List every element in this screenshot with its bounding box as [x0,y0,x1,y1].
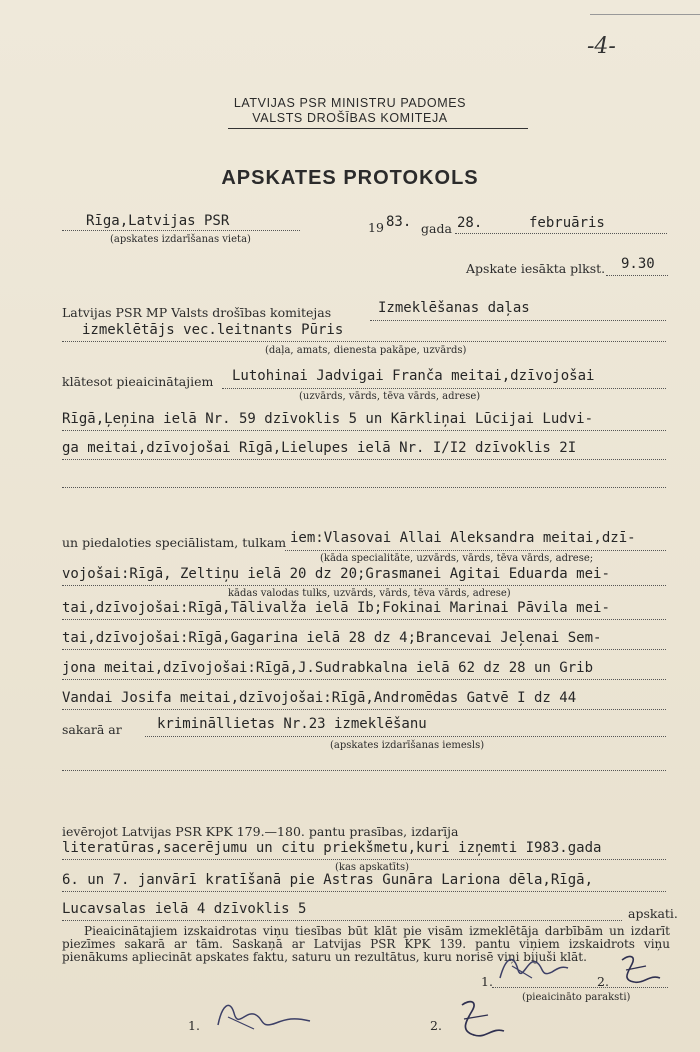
document-title: APSKATES PROTOKOLS [221,167,479,189]
witness-2-signature [612,950,672,990]
place-caption: (apskates izdarīšanas vieta) [110,234,251,245]
reason-label: sakarā ar [62,722,122,737]
specialists-line-4-rule [62,649,666,650]
specialists-line-5-rule [62,679,666,680]
rights-notice: Pieaicinātajiem izskaidrotas viņu tiesības būt klāt pie visām izmeklētāja darbībām un izdarīt piezīmes sakarā ar tām. Saskaņā ar Latvijas PSR KPK 139. pantu viņiem izskaidrots viņu pienākums apliecināt apskates faktu, saturu un rezultātus, kuru norisē viņi bijuši klāt. [62,924,670,964]
inspected-line-1-rule [62,859,666,860]
specialists-line-2: vojošai:Rīgā, Zeltiņu ielā 20 dz 20;Grasmanei Agitai Eduarda mei- [62,566,610,582]
specialists-line-4: tai,dzīvojošai:Rīgā,Gagarina ielā 28 dz 4;Brancevai Jeļenai Sem- [62,630,602,646]
bottom-sign-1-number: 1. [188,1018,200,1033]
place-line [62,230,300,231]
start-time-label: Apskate iesākta plkst. [466,261,606,276]
start-time-line [606,275,668,276]
month-value: februāris [529,215,605,231]
bottom-signature-1 [206,995,316,1040]
inspected-line-2-rule [62,891,666,892]
specialists-caption-1: (kāda specialitāte, uzvārds, vārds, tēva vārds, adrese; [320,553,594,564]
inspected-caption: (kas apskatīts) [335,862,410,873]
witnesses-line-3: ga meitai,dzīvojošai Rīgā,Lielupes ielā Nr. I/I2 dzīvoklis 2I [62,440,577,456]
witnesses-line-3-rule [62,459,666,460]
witnesses-line-1: Lutohinai Jadvigai Franča meitai,dzīvojošai [232,368,595,384]
header-line-2: VALSTS DROŠĪBAS KOMITEJA [252,111,448,125]
year-prefix: 19 [368,220,384,235]
witness-sign-1-number: 1. [481,974,493,989]
inspected-line-1: literatūras,sacerējumu un citu priekšmetu,kuri izņemti I983.gada [62,840,602,856]
witness-sign-2-number: 2. [597,974,609,989]
specialists-line-3-rule [62,619,666,620]
witnesses-caption: (uzvārds, vārds, tēva vārds, adrese) [299,391,481,402]
reason-value: krimināllietas Nr.23 izmeklēšanu [157,716,427,732]
bottom-signature-2 [448,995,518,1045]
specialists-label: un piedaloties speciālistam, tulkam [62,535,287,550]
day-value: 28. [457,215,483,231]
witness-signatures-caption: (pieaicināto paraksti) [522,992,631,1003]
blank-line-1 [62,487,666,488]
specialists-line-5: jona meitai,dzīvojošai:Rīgā,J.Sudrabkalna ielā 62 dz 28 un Grib [62,660,594,676]
year-suffix: 83. [386,214,412,230]
specialists-line-1-rule [285,550,666,551]
specialists-line-3: tai,dzīvojošai:Rīgā,Tālivalža ielā Ib;Fokinai Marinai Pāvila mei- [62,600,610,616]
committee-caption: (daļa, amats, dienesta pakāpe, uzvārds) [265,345,467,356]
inspected-suffix: apskati. [628,906,678,921]
header-line-1: LATVIJAS PSR MINISTRU PADOMES [233,96,467,110]
committee-line-2: izmeklētājs vec.leitnants Pūris [82,322,344,338]
witnesses-label: klātesot pieaicinātajiem [62,374,214,389]
reason-caption: (apskates izdarīšanas iemesls) [330,740,485,751]
witnesses-line-2: Rīgā,Ļeņina ielā Nr. 59 dzīvoklis 5 un Kārkliņai Lūcijai Ludvi- [62,411,594,427]
witnesses-line-2-rule [62,430,666,431]
specialists-caption-2: kādas valodas tulks, uzvārds, vārds, tēva vārds, adrese) [228,588,511,599]
page-number: -4- [587,34,616,59]
bottom-sign-2-number: 2. [430,1018,442,1033]
specialists-line-6: Vandai Josifa meitai,dzīvojošai:Rīgā,Andromēdas Gatvē I dz 44 [62,690,577,706]
committee-label: Latvijas PSR MP Valsts drošības komitejas [62,305,332,320]
specialists-line-6-rule [62,709,666,710]
legal-basis-label: ievērojot Latvijas PSR KPK 179.—180. pantu prasības, izdarīja [62,824,459,839]
specialists-line-1: iem:Vlasovai Allai Aleksandra meitai,dzī- [290,530,636,546]
inspected-line-2: 6. un 7. janvārī kratīšanā pie Astras Gunāra Lariona dēla,Rīgā, [62,872,594,888]
gada-label: gada [421,221,452,236]
witnesses-line-1-rule [222,388,666,389]
witness-1-signature [492,948,572,988]
committee-line-1-rule [370,320,666,321]
header-rule [228,128,528,129]
date-line [455,233,667,234]
committee-line-2-rule [62,341,666,342]
place-value: Rīga,Latvijas PSR [86,213,230,229]
inspected-line-3: Lucavsalas ielā 4 dzīvoklis 5 [62,901,307,917]
inspected-line-3-rule [62,920,622,921]
committee-line-1: Izmeklēšanas daļas [378,300,530,316]
blank-line-2 [62,770,666,771]
specialists-line-2-rule [62,585,666,586]
page-corner-mark [590,0,700,15]
start-time-value: 9.30 [621,256,655,272]
reason-rule [145,736,666,737]
